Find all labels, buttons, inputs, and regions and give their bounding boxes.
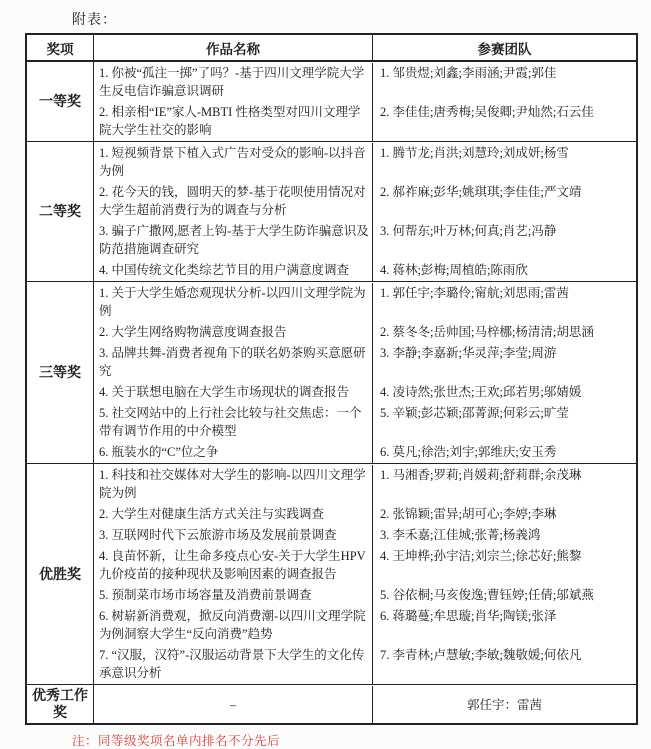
work-title: 2. 大学生对健康生活方式关注与实践调查 xyxy=(94,504,373,525)
footer-note: 注：同等级奖项名单内排名不分先后 xyxy=(72,734,281,748)
work-title: 1. 短视频背景下植入式广告对受众的影响-以抖音为例 xyxy=(94,143,373,182)
table-body xyxy=(27,62,636,723)
works-teams-grid xyxy=(94,685,636,723)
works-teams-grid xyxy=(94,282,636,463)
team-members: 2. 李佳佳;唐秀梅;吴俊卿;尹灿然;石云佳 xyxy=(380,105,594,119)
team-members: 4. 蒋林;彭梅;周植皓;陈雨欣 xyxy=(380,263,528,277)
work-title: 4. 关于联想电脑在大学生市场现状的调查报告 xyxy=(94,382,373,403)
award-section-5 xyxy=(27,685,636,723)
header-work-title-column: 作品名称 xyxy=(94,35,373,60)
team-members: 5. 谷依桐;马亥俊逸;曹钰婷;任倩;邬斌燕 xyxy=(380,588,594,602)
team-members: 1. 马湘香;罗莉;肖媛莉;舒莉群;余茂琳 xyxy=(380,468,582,482)
table-caption: 附表： xyxy=(72,13,117,28)
team-members: 2. 郝祚麻;彭华;姚琪琪;李佳佳;严文靖 xyxy=(380,185,582,199)
team-members: 4. 王坤桦;孙宇洁;刘宗兰;徐芯好;熊黎 xyxy=(380,549,582,563)
work-title: 2. 相亲相“IE”家人-MBTI 性格类型对四川文理学院大学生社交的影响 xyxy=(94,102,373,141)
page xyxy=(0,9,651,749)
team-members: 5. 辛颖;彭芯颖;邵菁源;何彩云;旷莹 xyxy=(380,406,569,420)
work-title: 6. 树崭新消费观，掀反向消费潮-以四川文理学院为例洞察大学生“反向消费”趋势 xyxy=(94,606,373,645)
header-team-column: 参赛团队 xyxy=(477,42,532,57)
award-section-2 xyxy=(27,142,636,282)
work-title: 3. 互联网时代下云旅游市场及发展前景调查 xyxy=(94,525,373,546)
award-section-4 xyxy=(27,464,636,685)
work-title: 5. 社交网站中的上行社会比较与社交焦虑：一个带有调节作用的中介模型 xyxy=(94,403,373,442)
team-members: 1. 腾节龙;肖洪;刘慧玲;刘成妍;杨雪 xyxy=(380,146,569,160)
work-title: 1. 科技和社交媒体对大学生的影响-以四川文理学院为例 xyxy=(94,465,373,504)
team-members: 6. 莫凡;徐浩;刘宇;郭维庆;安玉秀 xyxy=(380,445,557,459)
work-title: 4. 良苗怀新，让生命多疫点心安-关于大学生HPV 九价疫苗的接种现状及影响因素的调查报告 xyxy=(94,546,373,585)
award-section-3 xyxy=(27,282,636,464)
work-title: 2. 花今天的钱，圆明天的梦-基于花呗使用情况对大学生超前消费行为的调查与分析 xyxy=(94,182,373,221)
team-members: 郭任宇：雷茜 xyxy=(466,697,542,712)
table-header-row xyxy=(27,35,636,62)
work-title: 4. 中国传统文化类综艺节目的用户满意度调查 xyxy=(94,260,373,281)
header-award-column: 奖项 xyxy=(27,35,94,60)
team-members: 2. 蔡冬冬;岳帅国;马梓梛;杨清清;胡思涵 xyxy=(380,325,594,339)
award-name: 一等奖 xyxy=(27,62,94,141)
team-members: 1. 郭任宇;李璐伶;甯航;刘思雨;雷茜 xyxy=(380,286,569,300)
team-members: 7. 李青林;卢慧敏;李敏;魏敬媛;何依凡 xyxy=(380,648,582,662)
work-title: 3. 品牌共舞-消费者视角下的联名奶茶购买意愿研究 xyxy=(94,343,373,382)
award-table xyxy=(25,33,638,725)
work-title: 7. “汉服，汉符”-汉服运动背景下大学生的文化传承意识分析 xyxy=(94,645,373,684)
work-title: 1. 关于大学生婚恋观现状分析-以四川文理学院为例 xyxy=(94,283,373,322)
team-members: 6. 蒋璐蔓;牟思璇;肖华;陶镁;张泽 xyxy=(380,609,557,623)
works-teams-grid xyxy=(94,464,636,684)
award-name: 优胜奖 xyxy=(27,464,94,684)
work-title: 2. 大学生网络购物满意度调查报告 xyxy=(94,322,373,343)
work-title: – xyxy=(94,686,373,723)
award-name: 优秀工作奖 xyxy=(27,685,94,723)
work-title: 3. 骗子广撒网,愿者上钩-基于大学生防诈骗意识及防范措施调查研究 xyxy=(94,221,373,260)
work-title: 6. 瓶装水的“C”位之争 xyxy=(94,442,373,463)
team-members: 2. 张锦颖;雷异;胡可心;李婷;李琳 xyxy=(380,507,557,521)
award-section-1 xyxy=(27,62,636,142)
team-members: 1. 邹贵煜;刘鑫;李雨涵;尹霞;郭佳 xyxy=(380,66,557,80)
team-members: 3. 李禾嘉;江佳城;张菁;杨義鸿 xyxy=(380,528,541,542)
team-members: 3. 李静;李嘉新;华灵萍;李莹;周游 xyxy=(380,346,557,360)
works-teams-grid xyxy=(94,142,636,281)
team-members: 4. 凌诗然;张世杰;王欢;邱若男;邬婧媛 xyxy=(380,385,582,399)
works-teams-grid xyxy=(94,62,636,141)
team-members: 3. 何帮东;叶万林;何真;肖艺;冯静 xyxy=(380,224,557,238)
award-name: 三等奖 xyxy=(27,282,94,463)
work-title: 5. 预制菜市场市场容量及消费前景调查 xyxy=(94,585,373,606)
work-title: 1. 你被“孤注一掷”了吗？-基于四川文理学院大学生反电信诈骗意识调研 xyxy=(94,63,373,102)
award-name: 二等奖 xyxy=(27,142,94,281)
